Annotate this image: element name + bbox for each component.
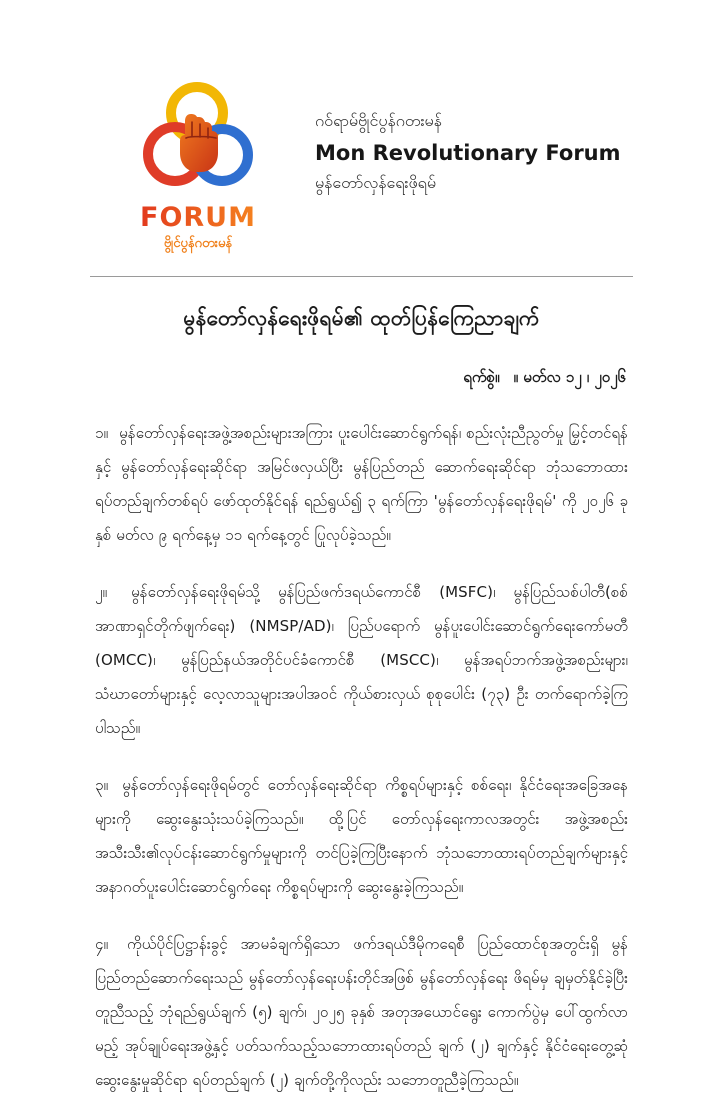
fist-icon: [178, 112, 220, 174]
letterhead: [123, 82, 628, 254]
header-divider: [90, 276, 633, 277]
paragraph-2-text: မွန်တော်လှန်ရေးဖိုရမ်သို့ မွန်ပြည်ဖက်ဒရယ်ကောင်စီ (MSFC)၊ မွန်ပြည်သစ်ပါတီ(စစ်အာဏာရှင်တိုက်ဖျက်ရေး) (NMSP/AD)၊ ပြည်ပရောက် မွန်ပူးပေါင်းဆောင်ရွက်ရေးကော်မတီ (OMCC)၊ မွန်ပြည်နယ်အတိုင်ပင်ခံကောင်စီ (MSCC)၊ မွန်အရပ်ဘက်အဖွဲ့အစည်းများ၊ သံဃာတော်များနှင့် လေ့လာသူများအပါအဝင် ကိုယ်စားလှယ် စုစုပေါင်း (၇၃) ဦး တက်ရောက်ခဲ့ကြပါသည်။: [95, 583, 628, 738]
paragraph-1: [95, 416, 628, 552]
document-body: [95, 416, 628, 1097]
org-name-burmese: မွန်တော်လှန်ရေးဖိုရမ်: [315, 173, 436, 192]
paragraph-4-text: ကိုယ်ပိုင်ပြဋ္ဌာန်းခွင့် အာမခံချက်ရှိသော ဖက်ဒရယ်ဒီမိုကရေစီ ပြည်ထောင်စုအတွင်းရှိ မွန်ပြည်တည်ဆောက်ရေးသည် မွန်တော်လှန်ရေးပန်းတိုင်အဖြစ် မွန်တော်လှန်ရေး ဖိရမ်မှ ချမှတ်နိုင်ခဲ့ပြီး တူညီသည့် ဘုံရည်ရွယ်ချက် (၅) ချက်၊ ၂၀၂၅ ခုနှစ် အတုအယောင်ရွေး ကောက်ပွဲမှ ပေါ်ထွက်လာမည့် အုပ်ချုပ်ရေးအဖွဲ့နှင့် ပတ်သက်သည့်သဘောထားရပ်တည် ချက် (၂) ချက်နှင့် နိုင်ငံရေးတွေ့ဆုံဆွေးနွေးမှုဆိုင်ရာ ရပ်တည်ချက် (၂) ချက်တို့ကိုလည်း သဘောတူညီခဲ့ကြသည်။: [95, 935, 628, 1090]
date-line: [95, 368, 628, 390]
forum-logo: [123, 82, 273, 254]
paragraph-3: [95, 768, 628, 904]
date-label: ရက်စွဲ။: [463, 368, 500, 387]
paragraph-2: [95, 575, 628, 745]
paragraph-3-text: မွန်တော်လှန်ရေးဖိုရမ်တွင် တော်လှန်ရေးဆိုင်ရာ ကိစ္စရပ်များနှင့် စစ်ရေး၊ နိုင်ငံရေးအခြေအနေများကို ဆွေးနွေးသုံးသပ်ခဲ့ကြသည်။ ထို့ပြင် တော်လှန်ရေးကာလအတွင်း အဖွဲ့အစည်းအသီးသီး၏လုပ်ငန်းဆောင်ရွက်မှုများကို တင်ပြခဲ့ကြပြီးနောက် ဘုံသဘောထားရပ်တည်ချက်များနှင့် အနာဂတ်ပူးပေါင်းဆောင်ရွက်ရေး ကိစ္စရပ်များကို ဆွေးနွေးခဲ့ကြသည်။: [95, 776, 628, 897]
org-name-mon: ဂဝ်ရာမ်ဗွိုင်ပွန်ဂတးမန်: [315, 111, 442, 130]
date-value: ။ မတ်လ ၁၂ ၊ ၂၀၂၆: [513, 368, 626, 387]
paragraph-1-text: မွန်တော်လှန်ရေးအဖွဲ့အစည်းများအကြား ပူးပေါင်းဆောင်ရွက်ရန်၊ စည်းလုံးညီညွတ်မှု မြှင့်တင်ရန် နှင့် မွန်တော်လှန်ရေးဆိုင်ရာ အမြင်ဖလှယ်ပြီး မွန်ပြည်တည် ဆောက်ရေးဆိုင်ရာ ဘုံသဘောထား ရပ်တည်ချက်တစ်ရပ် ဖော်ထုတ်နိုင်ရန် ရည်ရွယ်၍ ၃ ရက်ကြာ 'မွန်တော်လှန်ရေးဖိုရမ်' ကို ၂၀၂၆ ခုနှစ် မတ်လ ၉ ရက်နေ့မှ ၁၁ ရက်နေ့တွင် ပြုလုပ်ခဲ့သည်။: [95, 424, 628, 545]
logo-wordmark: FORUM: [140, 202, 256, 233]
paragraph-2-number: ၂။: [95, 583, 108, 602]
paragraph-1-number: ၁။: [95, 424, 109, 443]
paragraph-4-number: ၄။: [95, 935, 109, 954]
organization-names: [315, 82, 621, 196]
logo-subtitle: ဗွိုင်ပွန်ဂတးမန်: [163, 236, 233, 252]
paragraph-3-number: ၃။: [95, 776, 109, 795]
document-title: မွန်တော်လှန်ရေးဖိုရမ်၏ ထုတ်ပြန်ကြေညာချက်: [183, 306, 540, 331]
org-name-english: Mon Revolutionary Forum: [315, 141, 621, 165]
logo-rings-icon: [137, 82, 259, 198]
paragraph-4: [95, 927, 628, 1097]
